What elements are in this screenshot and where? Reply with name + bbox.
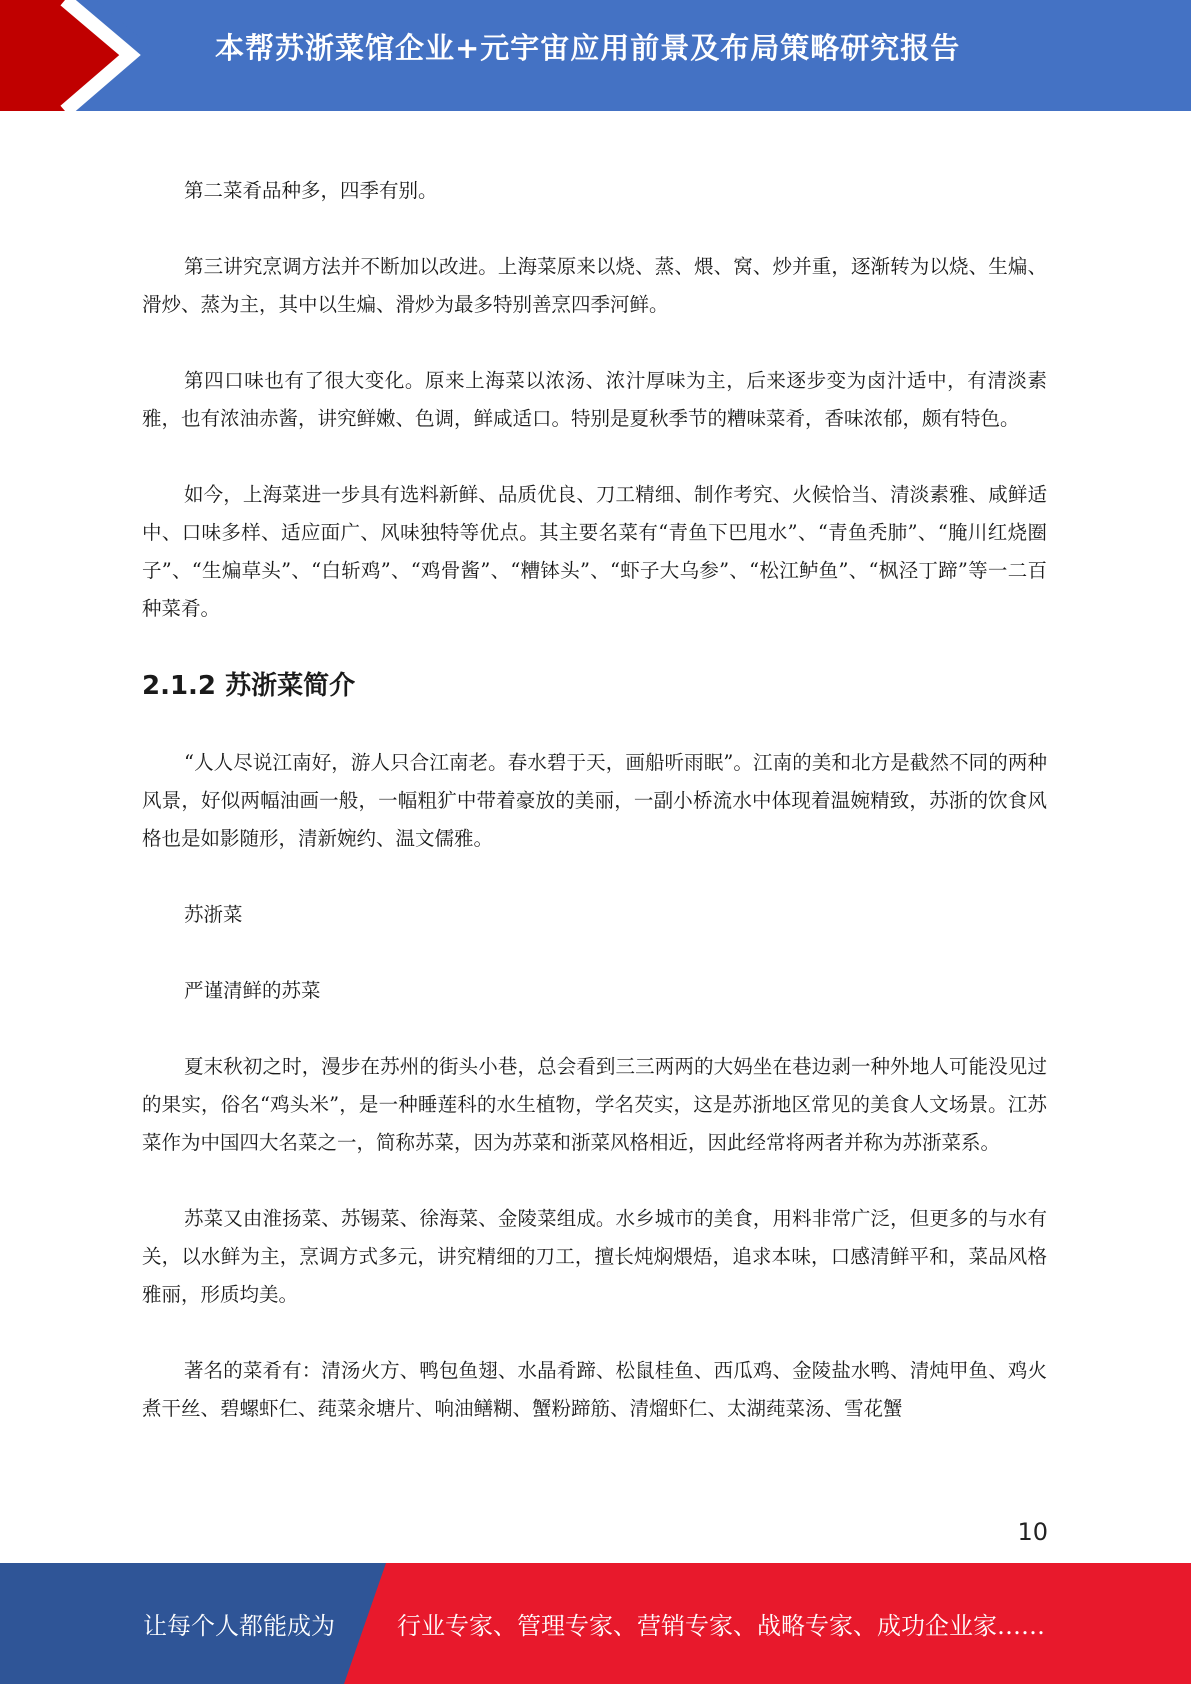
section-heading: 2.1.2 苏浙菜简介 — [142, 671, 356, 701]
header-title: 本帮苏浙菜馆企业+元宇宙应用前景及布局策略研究报告 — [215, 31, 961, 65]
page-number: 10 — [1017, 1518, 1048, 1546]
paragraph: “人人尽说江南好，游人只合江南老。春水碧于天，画船听雨眠”。江南的美和北方是截然不同的两种风景，好似两幅油画一般，一幅粗犷中带着豪放的美丽，一副小桥流水中体现着温婉精致，苏浙的饮食风格也是如影随形，清新婉约、温文儒雅。 — [142, 751, 1047, 850]
document-body — [142, 172, 1047, 1466]
paragraph: 如今，上海菜进一步具有选料新鲜、品质优良、刀工精细、制作考究、火候恰当、清淡素雅、咸鲜适中、口味多样、适应面广、风味独特等优点。其主要名菜有“青鱼下巴甩水”、“青鱼秃肺”、“腌川红烧圈子”、“生煸草头”、“白斩鸡”、“鸡骨酱”、“糟钵头”、“虾子大乌参”、“松江鲈鱼”、“枫泾丁蹄”等一二百种菜肴。 — [142, 483, 1047, 620]
paragraph: 苏浙菜 — [184, 903, 243, 926]
paragraph: 第四口味也有了很大变化。原来上海菜以浓汤、浓汁厚味为主，后来逐步变为卤汁适中，有清淡素雅，也有浓油赤酱，讲究鲜嫩、色调，鲜咸适口。特别是夏秋季节的糟味菜肴，香味浓郁，颇有特色。 — [142, 369, 1047, 430]
page-header — [0, 0, 1191, 111]
page-footer — [0, 1563, 1191, 1684]
paragraph: 苏菜又由淮扬菜、苏锡菜、徐海菜、金陵菜组成。水乡城市的美食，用料非常广泛，但更多的与水有关，以水鲜为主，烹调方式多元，讲究精细的刀工，擅长炖焖煨焐，追求本味，口感清鲜平和，菜品风格雅丽，形质均美。 — [142, 1207, 1047, 1306]
paragraph: 第三讲究烹调方法并不断加以改进。上海菜原来以烧、蒸、煨、窝、炒并重，逐渐转为以烧、生煸、滑炒、蒸为主，其中以生煸、滑炒为最多特别善烹四季河鲜。 — [142, 255, 1047, 316]
footer-slogan-right: 行业专家、管理专家、营销专家、战略专家、成功企业家…… — [397, 1612, 1045, 1640]
paragraph: 著名的菜肴有：清汤火方、鸭包鱼翅、水晶肴蹄、松鼠桂鱼、西瓜鸡、金陵盐水鸭、清炖甲鱼、鸡火煮干丝、碧螺虾仁、莼菜汆塘片、响油鳝糊、蟹粉蹄筋、清熘虾仁、太湖莼菜汤、雪花蟹 — [142, 1359, 1047, 1420]
paragraph: 严谨清鲜的苏菜 — [184, 979, 321, 1002]
footer-slogan-left: 让每个人都能成为 — [143, 1612, 335, 1640]
header-arrow-icon — [0, 0, 160, 111]
paragraph: 第二菜肴品种多，四季有别。 — [184, 179, 438, 202]
paragraph: 夏末秋初之时，漫步在苏州的街头小巷，总会看到三三两两的大妈坐在巷边剥一种外地人可能没见过的果实，俗名“鸡头米”，是一种睡莲科的水生植物，学名芡实，这是苏浙地区常见的美食人文场景。江苏菜作为中国四大名菜之一，简称苏菜，因为苏菜和浙菜风格相近，因此经常将两者并称为苏浙菜系。 — [142, 1055, 1047, 1154]
